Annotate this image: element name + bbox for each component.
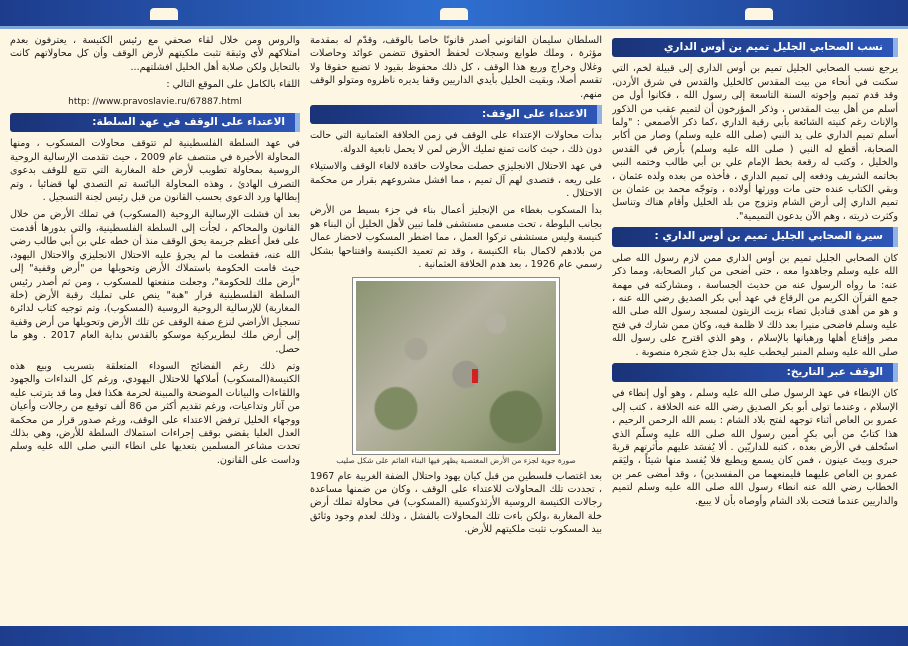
- bottom-banner: [0, 626, 908, 646]
- paragraph: بعد أن فشلت الإرسالية الروحية (المسكوب) في تملك الأرض من خلال القانون والمحاكم ، لجأت إلى السلطة الفلسطينية، والتي بدورها أقدمت على فعل أعظم جريمة يحق الوقف منذ أن خطه علي بن أبي طالب رضي الله عنه، فقطعت ما لم يجرؤ عليه الاحتلال الانجليزي والاحتلال اليهود، حيث قامت الحكومة باستملاك الأرض وتحويلها من "أرض وقفية" إلى "أرض ملك للحكومة"، وجعلت منفعتها للمسكوب ، ومن ثم أصدر رئيس السلطة الفلسطينية قرار "هبة" ينص على تمليك رقبة الأرض (خلة المغاربة) للإرسالية الروحية الروسية (المسكوب)، وتم توجيه كتاب لدائرة تسجيل الأراضي لنزع صفة الوقف عن تلك الأرض وتحويلها من أرض وقفية إلى أرض ملك لبطريركية موسكو بالقدس بداية العام 2017 . وهو ما حصل.: [10, 209, 300, 355]
- section-heading-history: الوقف عبر التاريخ:: [612, 363, 898, 382]
- paragraph: اللقاء بالكامل على الموقع التالي :: [166, 79, 300, 91]
- paragraph: وتم ذلك رغم الفضائح السوداء المتعلقة بتسريب وبيع هذه الكنيسة(المسكوب) أملاكها للاحتلال اليهودي، ورغم كل النداءات والجهود واللقاءات والبيانات الموضحة والمبينة لحرمة هكذا فعل وما قد يترتب عليه من آثار وتداعيات، ورغم تقديم أكثر من 86 ألف توقيع من رجالات وأعيان ووجهاء الخليل ترفض الاعتداء على الوقف، ورغم صدور قرار من محكمة العدل العليا يقضي بوقف إجراءات استملاك السلطة للأرض، وهي بذلك تحدت مشاعر المسلمين بتعديها على انطاء النبي صلى الله عليه وسلم وداست على القانون.: [10, 360, 300, 466]
- right-column: [612, 34, 898, 624]
- paragraph: بدأ المسكوب بغطاء من الإنجليز أعمال بناء في جزء بسيط من الأرض بجانب البلوطة ، تحت مسمى مستشفى فلما تبين لأهل الخليل أن البناء هو كنيسة وليس مستشفى تركوا العمل ، مما اضطر المسكوب لاحضار عمال من بلادهم لاكمال بناء الكنيسة ، وقد تم تعميد الكنيسة وافتتاحها بشكل رسمي عام 1926 ، بعد هدم الخلافة العثمانية .: [310, 205, 602, 271]
- photo-caption: صورة جوية لجزء من الأرض المغتصبة يظهر فيها البناء القائم على شكل صليب: [336, 455, 576, 465]
- section-heading-aggression: الاعتداء على الوقف:: [310, 105, 602, 124]
- paragraph: يرجع نسب الصحابي الجليل تميم بن أوس الداري إلى قبيلة لخم، التي سكنت في أنحاء من بيت المقدس كالخليل والقدس في شرق الأردن، وقد قدم تميم وإخوته السنة التاسعة إلى رسول الله ، فكانوا أول من أسلم من أهل بيت المقدس ، وذكر المؤرخون أن لتميم عقب من الذكور والإناث رغم كنيته الشائعة بأبي رقية الداري ،كما ذكر الأصمعي : "ولما أسلم تميم الداري على يد النبي (صلى الله عليه وسلم) وصار من أكابر الصحابة، أقطع له النبي ( صلى الله عليه وسلم) بأرض في القدس والخليل ، وكتب له رقعة بخط الإمام علي بن أبي طالب وختمه النبي بخاتمه الشريف ودفعه إلى تميم الداري ، فأخذه من بعده ولده عثمان ، وبقي الكتاب عنده حتى مات وورثها أولاده ، وتوجّه محمد بن عثمان بن تميم الداري إلى أرض الشام وتزوج من بلد الخليل وأقام هناك وتناسل وكثرت ذريته ، وهم الآن يدعون التميمية".: [612, 63, 898, 222]
- source-url[interactable]: http: //www.pravoslavie.ru/67887.html: [68, 96, 242, 107]
- paragraph: في عهد السلطة الفلسطينية لم تتوقف محاولات المسكوب ، ومنها المحاولة الأخيرة في منتصف عام 2009 ، حيث تقدمت الإرسالية الروحية الروسية بمحاولة تطويب لأرض خلة المغاربة التي تتبع للوقف بدعوى التصرف الهادئ ، وهذه المحاولة البائسة تم التصدي لها قضائيا ، وتم إبطالها ورد الدعوى بحسب القانون من قبل رئيس لجنة التسجيل .: [10, 138, 300, 204]
- paragraph: والروس ومن خلال لقاء صحفي مع رئيس الكنيسة ، يعترفون بعدم امتلاكهم لأي وثيقة تثبت ملكيتهم لأرض الوقف وأن كل محاولاتهم كانت بالتحايل ولكن صلابة أهل الخليل افشلتهم...: [10, 35, 300, 73]
- paragraph: في عهد الاحتلال الانجليزي حصلت محاولات حاقدة لالغاء الوقف والاستيلاء على ريعه ، فتصدى لهم آل تميم ، مما افشل مشروعهم بقرار من محكمة الاحتلال .: [310, 161, 602, 200]
- paragraph: السلطان سليمان القانوني أصدر قانونًا خاصا بالوقف، وقدّم له بمقدمة مؤثرة ، وملك طوابع وسجلات لحفظ الحقوق تتضمن عوائد وحاصلات وغلال وخراج وريع هذا الوقف ، كل ذلك محفوظ بقيود لا تضيع حقوقا ولا تقسم أصلا، وبقيت الخليل بأيدي الداريين وقفا يديره ناظروه ومتولو الوقف منهم.: [310, 35, 602, 100]
- banner-tab: [745, 8, 773, 20]
- section-heading-lineage: نسب الصحابي الجليل تميم بن أوس الداري: [612, 38, 898, 57]
- banner-tab: [150, 8, 178, 20]
- section-heading-biography: سيرة الصحابي الجليل تميم بن أوس الداري :: [612, 227, 898, 246]
- section-heading-authority: الاعتداء على الوقف في عهد السلطة:: [10, 113, 300, 132]
- paragraph: بعد اغتصاب فلسطين من قبل كيان يهود واحتلال الضفة الغربية عام 1967 ، تجددت تلك المحاولات للاعتداء على الوقف ، وكان من ضمنها مساعدة رجالات الكنيسة الروسية الأرثذوكسية (المسكوب) في محاولة تملك أرض خلة المغاربة ،ولكن باءت تلك المحاولات بالفشل ، وذلك لعدم وجود وثائق بيد المسكوب تثبت ملكيتهم للأرض.: [310, 470, 602, 536]
- aerial-photo: [353, 278, 559, 454]
- top-banner: [0, 0, 908, 29]
- paragraph: كان الصحابي الجليل تميم بن أوس الداري ممن لازم رسول الله صلى الله عليه وسلم وجاهدوا معه ، حتى أضحى من كبار الصحابة، ومما ذكر عنه: ما رواه الرسول عنه من حديث الجساسة ، ومشاركته في مهمة جمع القرآن الكريم من الرقاع في عهد أبي بكر الصديق رضي الله عنه ، و هو من أهدى قناديل تضاء بزيت الزيتون لمسجد رسول الله صلى الله عليه وسلم فاضحى منيرا بعد ذلك لا ظلمة فيه، وكان ممن شارك في فتح مصر وإقناع أهلها ورهبانها بالإسلام ، وهو الذي اقترح على رسول الله صلى الله عليه وسلم المنبر ليخطب عليه بدل جذع شجرة منصوبة .: [612, 252, 898, 358]
- location-marker: [472, 369, 478, 383]
- middle-column: [310, 34, 602, 624]
- banner-tab: [440, 8, 468, 20]
- left-column: [10, 34, 300, 624]
- paragraph: كان الإنطاء في عهد الرسول صلى الله عليه وسلم ، وهو أول إنطاء في الإسلام ، وعندما تولى أبو بكر الصديق رضي الله عنه الخلافة ، كتب إلى عمرو بن العاص أثناء توجهه لفتح بلاد الشام : بسم الله الرحمن الرحيم ، هذا كتابٌ من أبي بكرٍ أمين رسول الله صلى الله عليه وسلّم الذي استُخلف في الأرض بعده ، كتبه للداريّين . ألا يُفسَد عليهم مأثرتهم قريةَ حبرى وبيتَ عينون ، فمن كان يسمع ويطيع فلا يُفسد منها شيئاً ، وليَقم عمرو بن العاص عليهما فليمنعهما من المفسدين) ، وقد أمضى عمر بن الخطاب رضي الله عنه انطاء رسول الله صلى الله عليه وسلم لتميم والداريين عندما فتحت بلاد الشام وأوصاه بأن لا يبيع.: [612, 388, 898, 507]
- paragraph: بدأت محاولات الإعتداء على الوقف في زمن الخلافة العثمانية التي حالت دون ذلك ، حيث كانت تمنع تمليك الأرض لمن لا يحمل تابعية الدولة.: [310, 130, 602, 155]
